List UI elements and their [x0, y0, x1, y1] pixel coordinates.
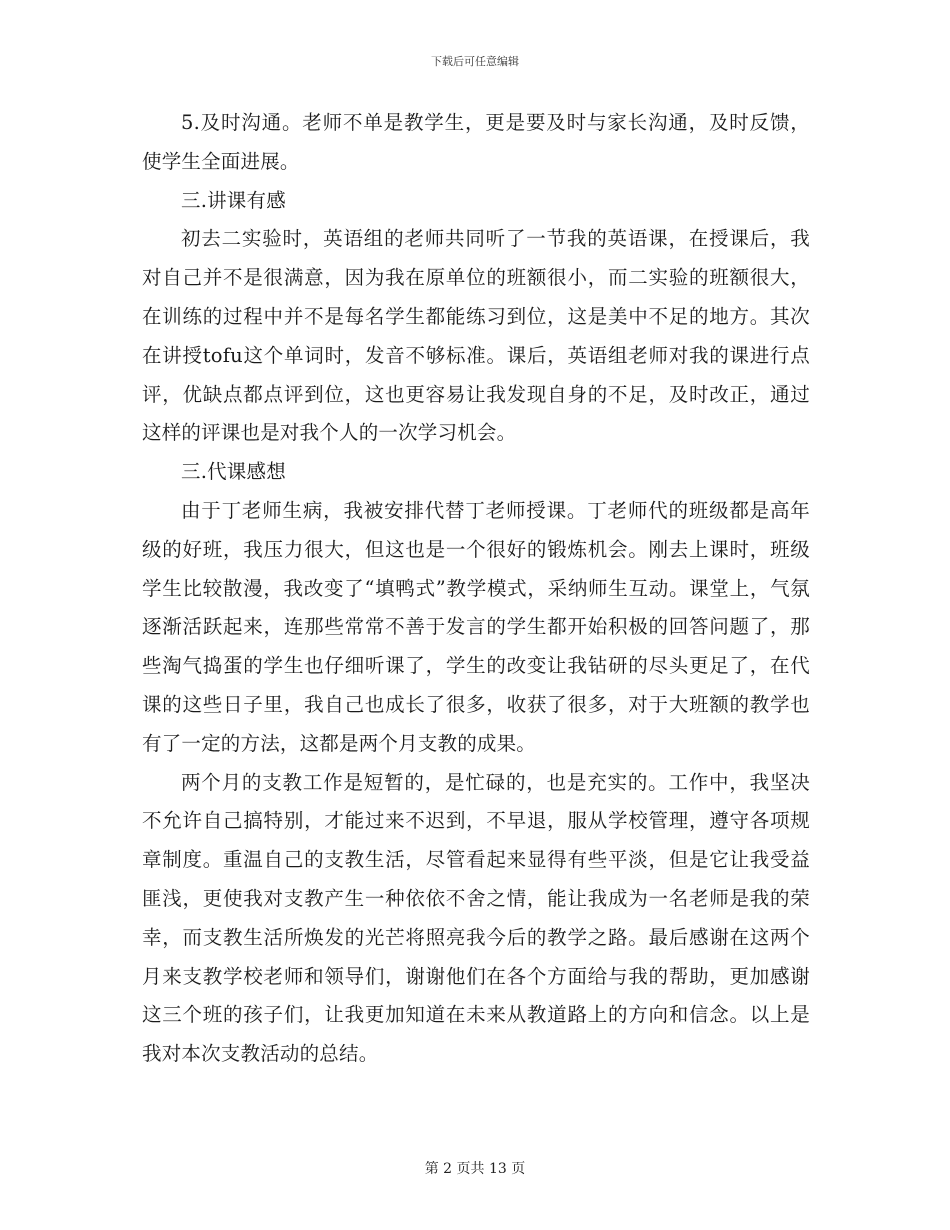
section-heading-substitute: 三.代课感想 [181, 460, 286, 484]
paragraph-summary: 两个月的支教工作是短暂的，是忙碌的，也是充实的。工作中，我坚决不允许自己搞特别，才能过来不迟到，不早退，服从学校管理，遵守各项规章制度。重温自己的支教生活，尽管看起来显得有些平淡，但是它让我受益匪浅，更使我对支教产生一种依依不舍之情，能让我成为一名老师是我的荣幸，而支教生活所焕发的光芒将照亮我今后的教学之路。最后感谢在这两个月来支教学校老师和领导们，谢谢他们在各个方面给与我的帮助，更加感谢这三个班的孩子们，让我更加知道在未来从教道路上的方向和信念。以上是我对本次支教活动的总结。 [142, 770, 810, 1066]
paragraph-substitute: 由于丁老师生病，我被安排代替丁老师授课。丁老师代的班级都是高年级的好班，我压力很大，但这也是一个很好的锻炼机会。刚去上课时，班级学生比较散漫，我改变了“填鸭式”教学模式，采纳师生互动。课堂上，气氛逐渐活跃起来，连那些常常不善于发言的学生都开始积极的回答问题了，那些淘气捣蛋的学生也仔细听课了，学生的改变让我钻研的尽头更足了，在代课的这些日子里，我自己也成长了很多，收获了很多，对于大班额的教学也有了一定的方法，这都是两个月支教的成果。 [142, 498, 810, 755]
paragraph-communication: 5.及时沟通。老师不单是教学生，更是要及时与家长沟通，及时反馈，使学生全面进展。 [142, 111, 810, 173]
section-heading-lecture: 三.讲课有感 [181, 188, 286, 212]
page-header-note: 下载后可任意编辑 [431, 55, 519, 68]
paragraph-lecture: 初去二实验时，英语组的老师共同听了一节我的英语课，在授课后，我对自己并不是很满意，因为我在原单位的班额很小，而二实验的班额很大，在训练的过程中并不是每名学生都能练习到位，这是美中不足的地方。其次在讲授tofu这个单词时，发音不够标准。课后，英语组老师对我的课进行点评，优缺点都点评到位，这也更容易让我发现自身的不足，及时改正，通过这样的评课也是对我个人的一次学习机会。 [142, 227, 810, 445]
document-body [142, 104, 810, 1074]
page-number: 第 2 页共 13 页 [424, 1161, 526, 1177]
